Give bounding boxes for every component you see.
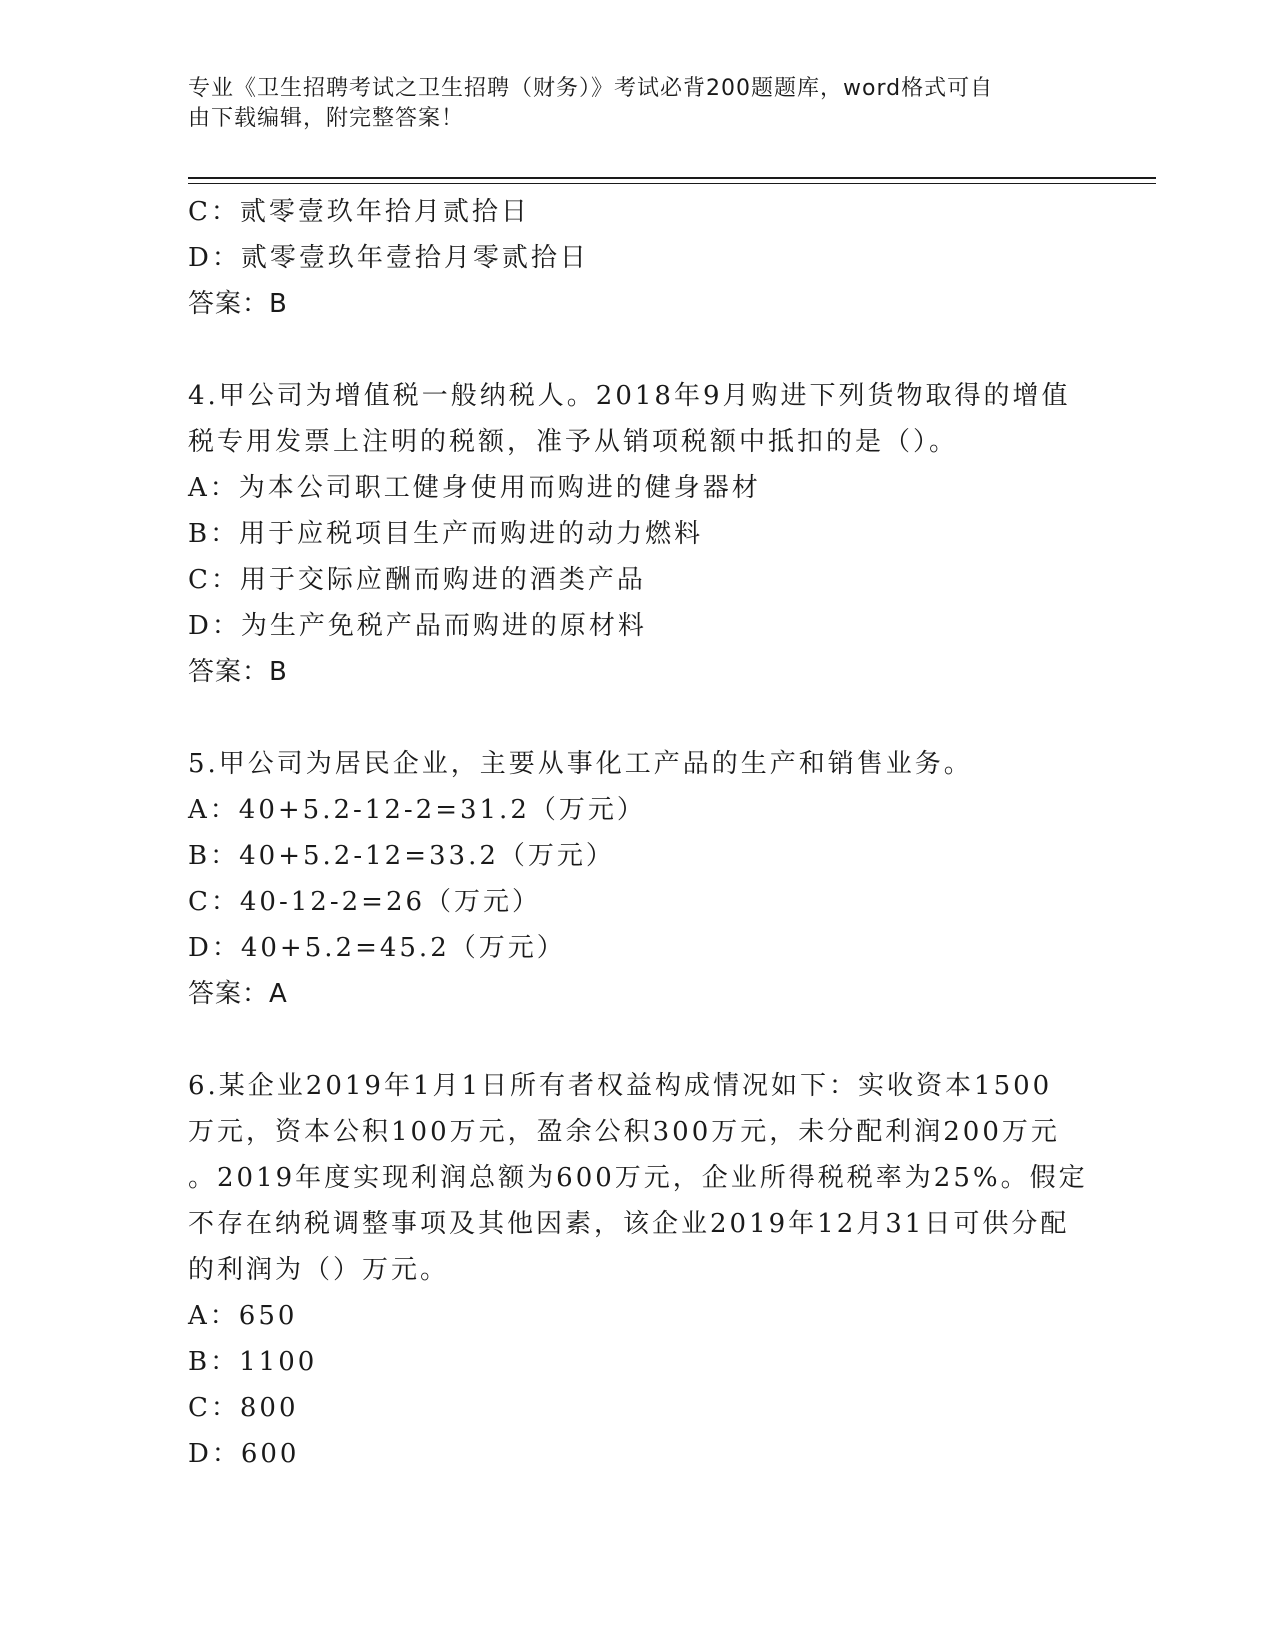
answer: 答案：B [188, 289, 288, 319]
question-stem-line: 万元，资本公积100万元，盈余公积300万元，未分配利润200万元 [188, 1117, 1060, 1147]
option-c: C：800 [188, 1393, 299, 1423]
question-stem-line: 。2019年度实现利润总额为600万元，企业所得税税率为25%。假定 [188, 1163, 1088, 1193]
option-a: A：650 [188, 1301, 298, 1331]
question-3 [188, 189, 1088, 327]
option-c: C：40-12-2=26（万元） [188, 887, 542, 917]
answer: 答案：B [188, 657, 288, 687]
option-d: D：40+5.2=45.2（万元） [188, 933, 566, 963]
spacer [188, 695, 1088, 741]
question-5 [188, 741, 1088, 1017]
option-d: D：贰零壹玖年壹拾月零贰拾日 [188, 243, 589, 273]
option-b: B：40+5.2-12=33.2（万元） [188, 841, 615, 871]
question-list [188, 189, 1088, 1477]
answer: 答案：A [188, 979, 288, 1009]
header-divider-thick [188, 177, 1156, 179]
question-stem-line: 5.甲公司为居民企业，主要从事化工产品的生产和销售业务。 [188, 749, 973, 779]
spacer [188, 327, 1088, 373]
option-d: D：600 [188, 1439, 300, 1469]
question-stem-line: 6.某企业2019年1月1日所有者权益构成情况如下：实收资本1500 [188, 1071, 1053, 1101]
question-stem-line: 的利润为（）万元。 [188, 1255, 450, 1285]
header-line-2: 由下载编辑，附完整答案！ [188, 106, 465, 131]
option-d: D：为生产免税产品而购进的原材料 [188, 611, 647, 641]
question-6 [188, 1063, 1088, 1477]
option-a: A：为本公司职工健身使用而购进的健身器材 [188, 473, 761, 503]
option-a: A：40+5.2-12-2=31.2（万元） [188, 795, 646, 825]
header-line-1: 专业《卫生招聘考试之卫生招聘（财务）》考试必背200题题库，word格式可自 [188, 76, 994, 101]
document-header [188, 74, 1068, 134]
header-divider-thin [188, 183, 1156, 184]
question-stem-line: 不存在纳税调整事项及其他因素，该企业2019年12月31日可供分配 [188, 1209, 1070, 1239]
question-stem-line: 税专用发票上注明的税额，准予从销项税额中抵扣的是（）。 [188, 427, 959, 457]
question-4 [188, 373, 1088, 695]
spacer [188, 1017, 1088, 1063]
question-stem-line: 4.甲公司为增值税一般纳税人。2018年9月购进下列货物取得的增值 [188, 381, 1071, 411]
option-c: C：用于交际应酬而购进的酒类产品 [188, 565, 646, 595]
option-b: B：1100 [188, 1347, 318, 1377]
option-c: C：贰零壹玖年拾月贰拾日 [188, 197, 530, 227]
option-b: B：用于应税项目生产而购进的动力燃料 [188, 519, 704, 549]
